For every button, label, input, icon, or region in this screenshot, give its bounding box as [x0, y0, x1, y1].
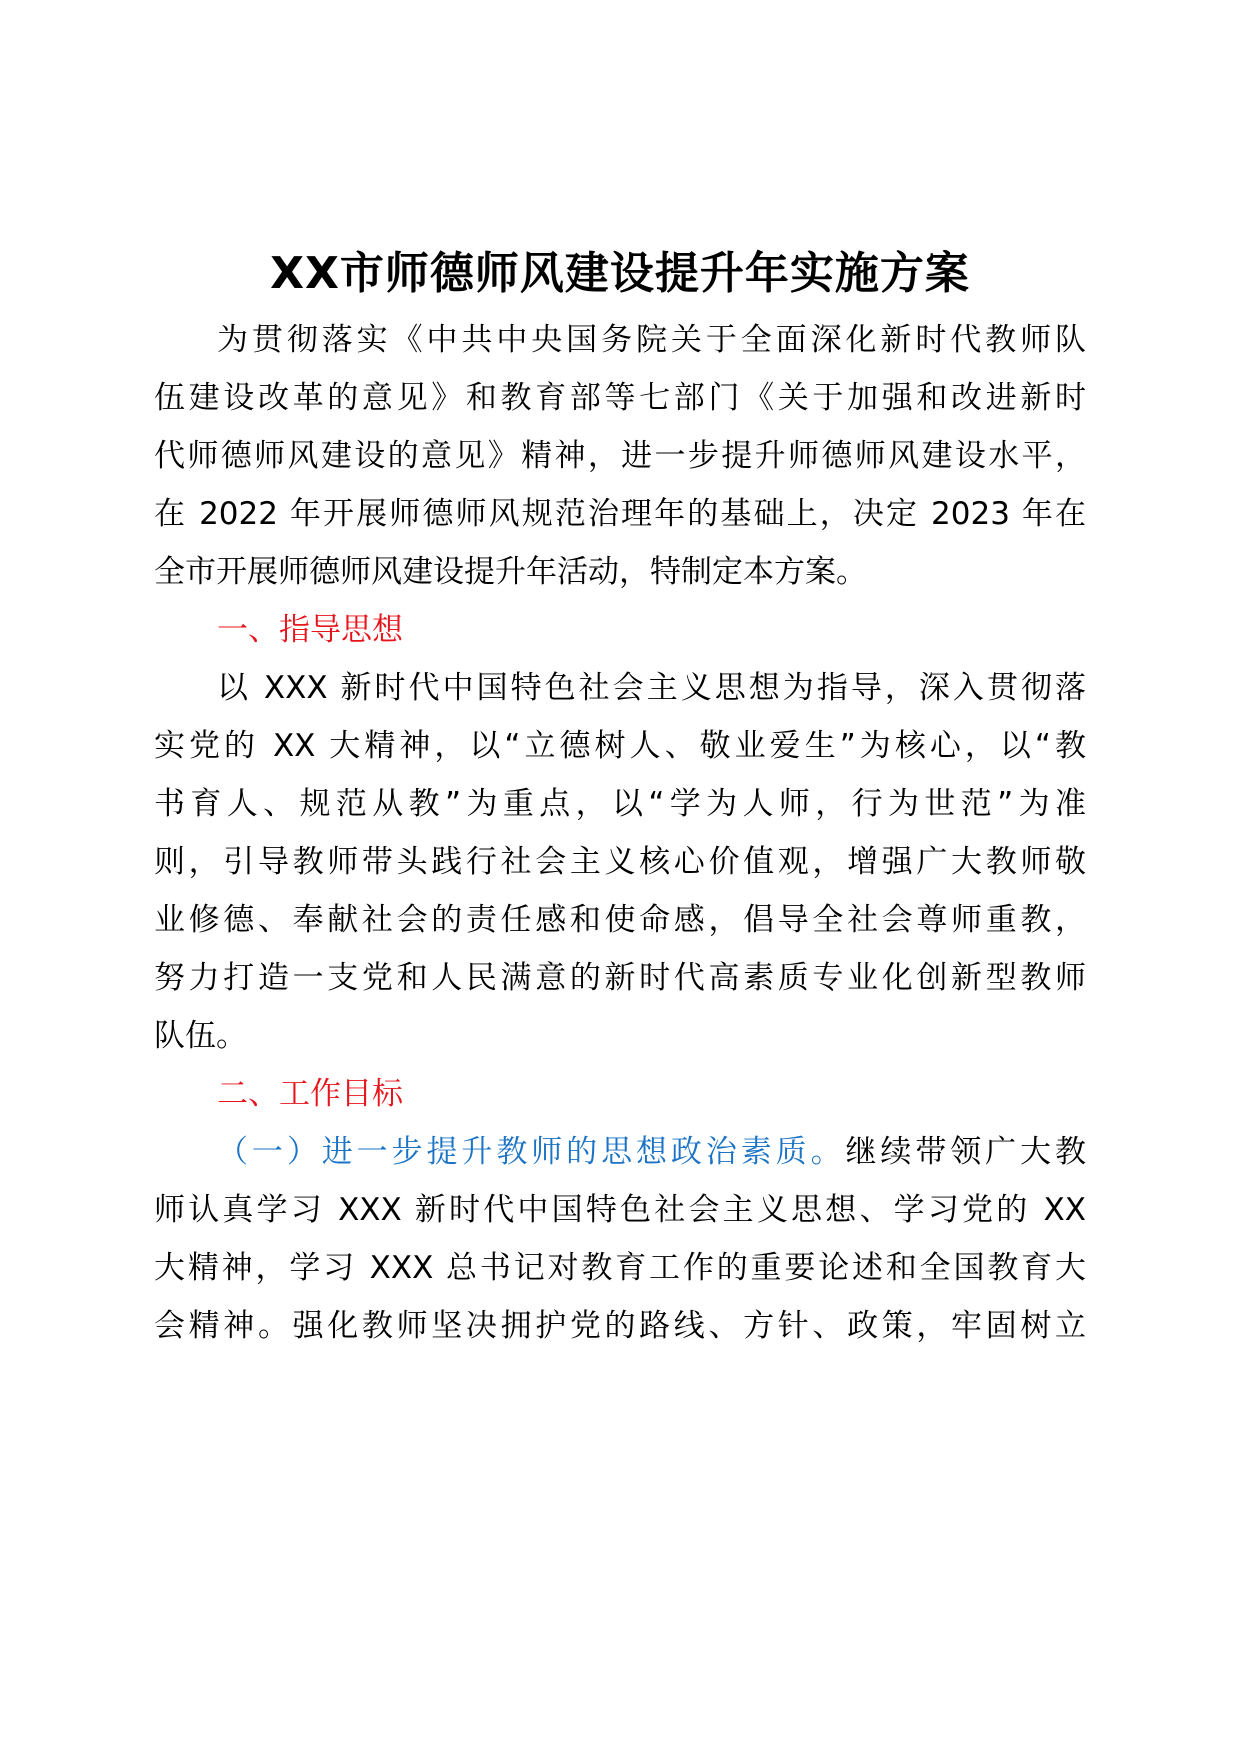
intro-line-3: 代师德师风建设的意见》精神，进一步提升师德师风建设水平，	[154, 438, 1086, 474]
section1-line-5: 业修德、奉献社会的责任感和使命感，倡导全社会尊师重教，	[154, 902, 1086, 938]
intro-line-4: 在 2022 年开展师德师风规范治理年的基础上，决定 2023 年在	[154, 496, 1086, 532]
section2-line-4: 会精神。强化教师坚决拥护党的路线、方针、政策，牢固树立	[154, 1308, 1086, 1344]
sub-heading-political-quality: （一）进一步提升教师的思想政治素质。	[217, 1134, 846, 1170]
section1-line-6: 努力打造一支党和人民满意的新时代高素质专业化创新型教师	[154, 960, 1086, 996]
section1-line-7: 队伍。	[154, 1018, 247, 1054]
section2-item1-first-rest: 继续带领广大教	[845, 1134, 1086, 1170]
section-heading-work-goals: 二、工作目标	[217, 1076, 403, 1112]
intro-line-1: 为贯彻落实《中共中央国务院关于全面深化新时代教师队	[217, 322, 1086, 358]
section2-line-2: 师认真学习 XXX 新时代中国特色社会主义思想、学习党的 XX	[154, 1192, 1086, 1228]
intro-line-2: 伍建设改革的意见》和教育部等七部门《关于加强和改进新时	[154, 380, 1086, 416]
section1-line-3: 书育人、规范从教”为重点，以“学为人师，行为世范”为准	[154, 786, 1086, 822]
section-heading-guiding-ideology: 一、指导思想	[217, 612, 403, 648]
section1-line-1: 以 XXX 新时代中国特色社会主义思想为指导，深入贯彻落	[217, 670, 1086, 706]
intro-line-5: 全市开展师德师风建设提升年活动，特制定本方案。	[154, 554, 867, 590]
document-title: XX市师德师风建设提升年实施方案	[270, 248, 970, 299]
section1-line-4: 则，引导教师带头践行社会主义核心价值观，增强广大教师敬	[154, 844, 1086, 880]
section1-line-2: 实党的 XX 大精神，以“立德树人、敬业爱生”为核心，以“教	[154, 728, 1086, 764]
section2-line-3: 大精神，学习 XXX 总书记对教育工作的重要论述和全国教育大	[154, 1250, 1086, 1286]
section2-item1-first-line	[217, 1130, 1086, 1174]
